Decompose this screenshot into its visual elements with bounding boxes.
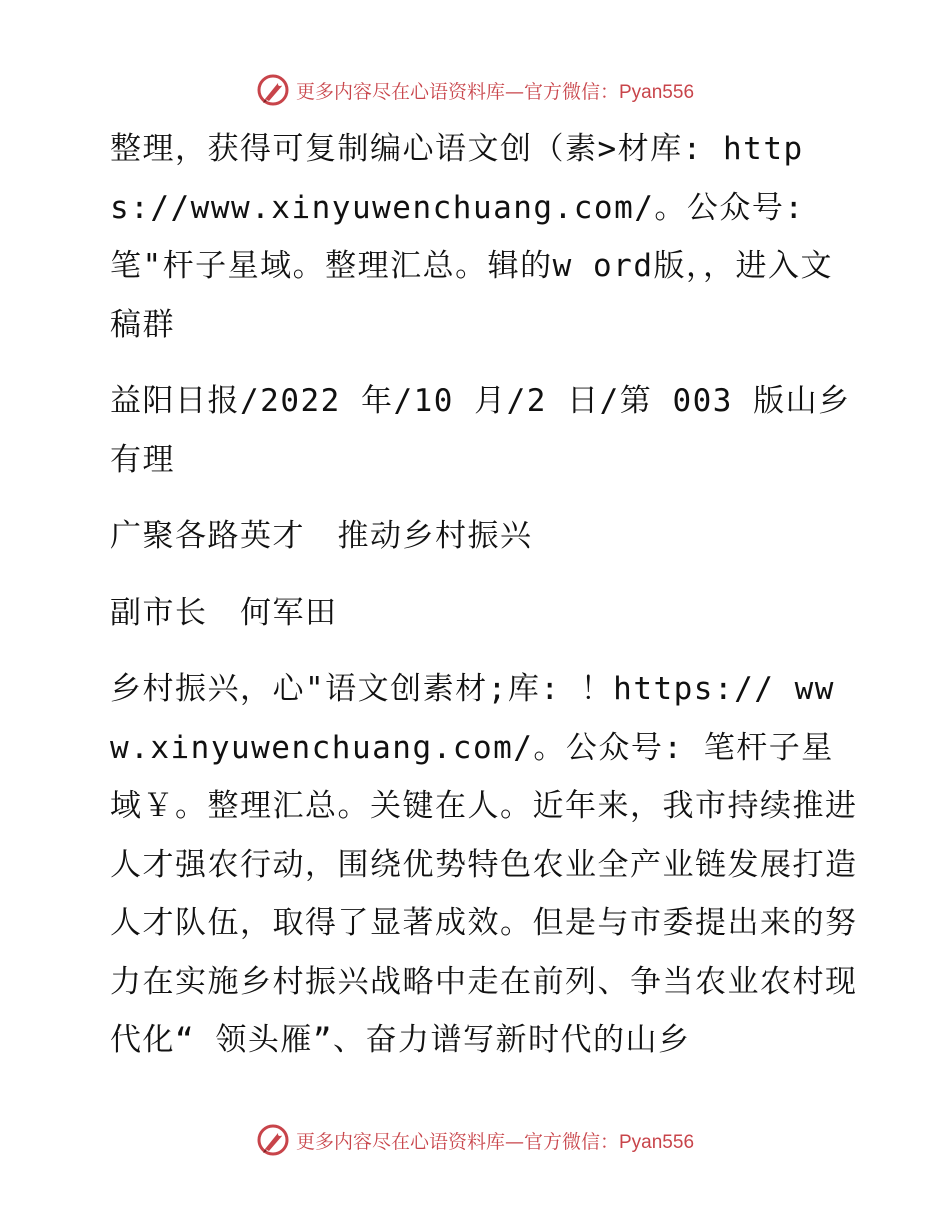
fountain-pen-logo-icon bbox=[256, 73, 290, 107]
paragraph-source-line: 益阳日报/2022 年/10 月/2 日/第 003 版山乡有理 bbox=[110, 383, 851, 478]
article-title: 广聚各路英才 推动乡村振兴 bbox=[110, 518, 533, 554]
paragraph-body: 乡村振兴，心"语文创素材;库: ！https:// www.xinyuwenchuang.com/。公众号: 笔杆子星域￥。整理汇总。关键在人。近年来，我市持续推进人才强农行动，围绕优势特色农业全产业链发展打造人才队伍，取得了显著成效。但是与市委提出来的努力在实施乡村振兴战略中走在前列、争当农业农村现代化“ 领头雁”、奋力谱写新时代的山乡 bbox=[110, 671, 858, 1058]
header-watermark-banner bbox=[0, 70, 950, 110]
fountain-pen-logo-icon bbox=[256, 1123, 290, 1157]
paragraph-intro: 整理，获得可复制编心语文创（素>材库: https://www.xinyuwenchuang.com/。公众号: 笔"杆子星域。整理汇总。辑的w ord版，，进入文稿群 bbox=[110, 131, 833, 343]
document-body bbox=[98, 120, 858, 1070]
banner-text: 更多内容尽在心语资料库—官方微信：Pyan556 bbox=[295, 80, 695, 103]
banner-text: 更多内容尽在心语资料库—官方微信：Pyan556 bbox=[295, 1130, 695, 1153]
article-author: 副市长 何军田 bbox=[110, 594, 338, 631]
footer-watermark-banner bbox=[0, 1120, 950, 1160]
